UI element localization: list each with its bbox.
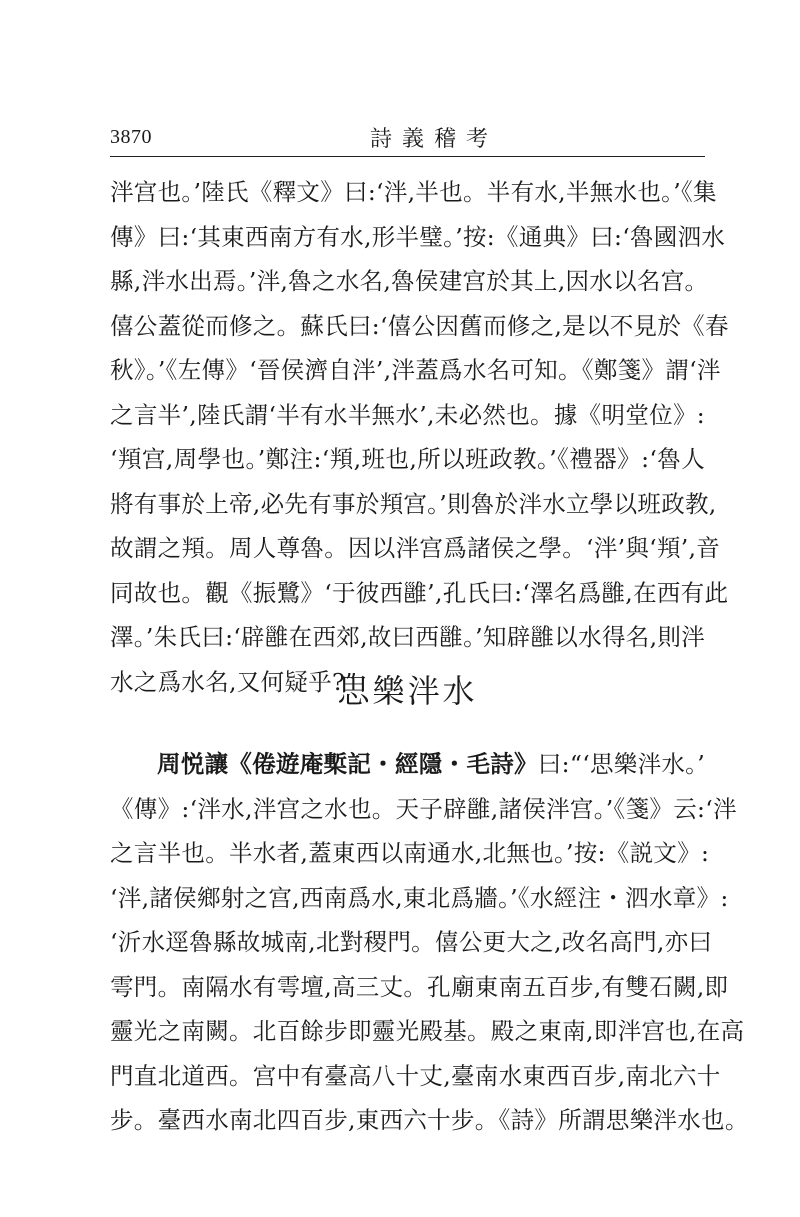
text-line: 傳》曰:‘其東西南方有水,形半璧。’按:《通典》曰:‘魯國泗水 (110, 222, 726, 251)
quote-start: 曰:“‘思樂泮水。’ (537, 750, 705, 778)
text-line: 之言半’,陸氏謂‘半有水半無水’,未必然也。據《明堂位》: (110, 400, 705, 429)
text-line: 靈光之南闕。北百餘步即靈光殿基。殿之東南,即泮宫也,在高 (110, 1017, 745, 1045)
text-line-first (110, 742, 705, 787)
page-number: 3870 (110, 126, 152, 148)
text-line: 雩門。南隔水有雩壇,高三丈。孔廟東南五百步,有雙石闕,即 (110, 972, 729, 1001)
text-line: 縣,泮水出焉。’泮,魯之水名,魯侯建宫於其上,因水以名宫。 (110, 267, 709, 295)
text-line: ‘頖宫,周學也。’鄭注:‘頖,班也,所以班政教。’《禮器》:‘魯人 (110, 445, 705, 473)
text-line: 澤。’朱氏曰:‘辟雝在西郊,故曰西雝。’知辟雝以水得名,則泮 (110, 623, 705, 651)
text-line: 秋》。’《左傳》‘晉侯濟自泮’,泮蓋爲水名可知。《鄭箋》謂‘泮 (110, 356, 721, 384)
text-line: ‘沂水逕魯縣故城南,北對稷門。僖公更大之,改名高門,亦曰 (110, 928, 713, 956)
text-line: 同故也。觀《振鷺》‘于彼西雝’,孔氏曰:‘澤名爲雝,在西有此 (110, 578, 729, 607)
text-line: 《傳》:‘泮水,泮宫之水也。天子辟雝,諸侯泮宫。’《箋》云:‘泮 (110, 794, 737, 823)
text-line: 之言半也。半水者,蓋東西以南通水,北無也。’按:《説文》: (110, 839, 710, 867)
text-line: 僖公蓋從而修之。蘇氏曰:‘僖公因舊而修之,是以不見於《春 (110, 311, 729, 340)
text-line: 水之爲水名,又何疑乎?” (110, 667, 358, 696)
text-line: 泮宫也。’陸氏《釋文》曰:‘泮,半也。半有水,半無水也。’《集 (110, 178, 717, 206)
text-line: 將有事於上帝,必先有事於頖宫。’則魯於泮水立學以班政教, (110, 489, 717, 518)
source-title: 《倦遊庵槧記・經隱・毛詩》 (228, 750, 538, 778)
text-line: 故謂之頖。周人尊魯。因以泮宫爲諸侯之學。‘泮’與‘頖’,音 (110, 534, 721, 562)
header-rule (110, 156, 705, 157)
passage-2 (110, 742, 749, 1143)
text-line: 門直北道西。宫中有臺高八十丈,臺南水東西百步,南北六十 (110, 1061, 721, 1090)
section-heading: 思樂泮水 (337, 672, 478, 710)
running-title: 詩義稽考 (370, 127, 499, 152)
text-line: 步。臺西水南北四百步,東西六十步。《詩》所謂思樂泮水也。 (110, 1106, 749, 1134)
passage-1 (110, 170, 729, 704)
page-header (110, 118, 705, 158)
author-name: 周悦讓 (157, 750, 229, 778)
text-line: ‘泮,諸侯鄉射之宫,西南爲水,東北爲牆。’《水經注・泗水章》: (110, 883, 729, 912)
